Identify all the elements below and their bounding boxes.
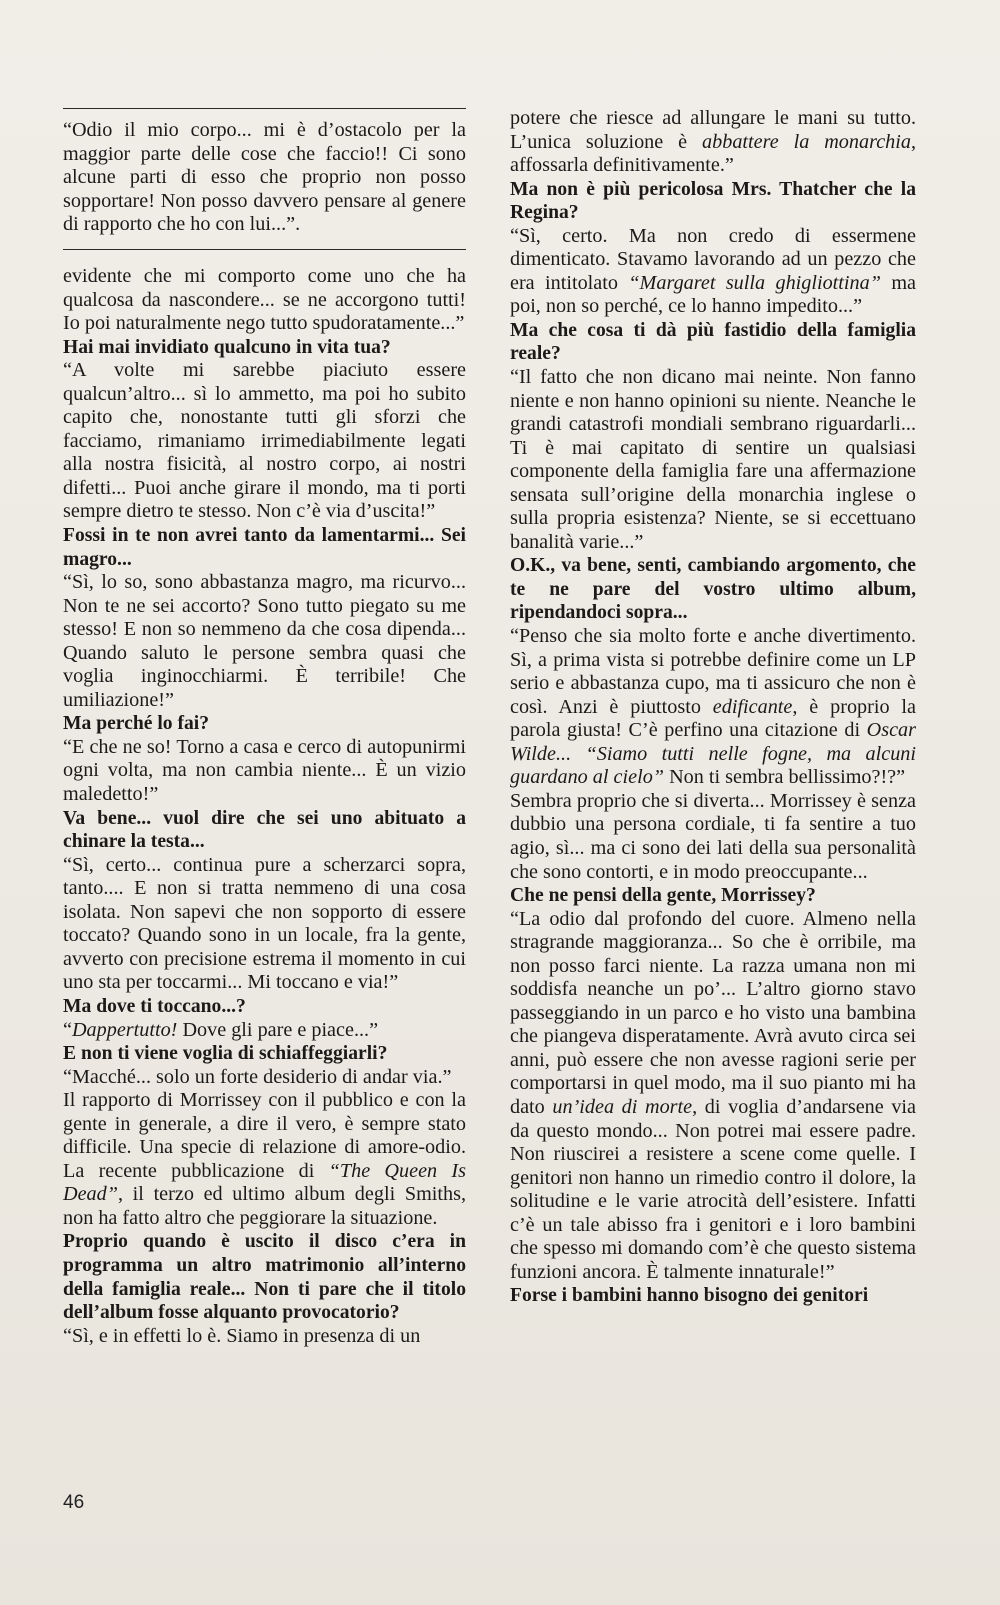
interview-question: Che ne pensi della gente, Morrissey? — [510, 885, 816, 907]
answer-paragraph: “A volte mi sarebbe piaciuto essere qualcun’altro... sì lo ammetto, ma poi ho subito capito che, nonostante tutti gli sforzi che facciamo, rimaniamo irrimediabilmente legati alla nostra fisicità, al nostro corpo, ai nostri difetti... Puoi anche girare il mondo, ma ti porti sempre dietro te stesso. Non c’è via d’uscita!” — [63, 359, 466, 523]
interview-question: Ma dove ti toccano...? — [63, 995, 246, 1017]
answer-text: “Penso che sia molto forte e anche divertimento. Sì, a prima vista si potrebbe definire come un LP serio e abbastanza cupo, ma ti assicuro che non è così. Anzi è piuttosto — [510, 625, 916, 718]
answer-paragraph: “Sì, e in effetti lo è. Siamo in presenza di un — [63, 1324, 421, 1347]
answer-paragraph: evidente che mi comporto come uno che ha qualcosa da nascondere... se ne accorgono tutti! Io poi naturalmente nego tutto spudoratamente...” — [63, 265, 466, 335]
interview-question: Proprio quando è uscito il disco c’era in programma un altro matrimonio all’interno della famiglia reale... Non ti pare che il titolo dell’album fosse alquanto provocatorio? — [63, 1231, 466, 1324]
answer-text: “La odio dal profondo del cuore. Almeno nella stragrande maggioranza... So che è orribile, ma non posso farci niente. La razza umana non mi soddisfa neanche un po’... L’altro giorno stavo passeggiando in un parco e ho visto una bambina che piangeva disperatamente. Avrà avuto circa sei anni, può essere che non avesse ragioni serie per comportarsi in quel modo, ma il suo pianto mi ha dato — [510, 907, 916, 1118]
answer-text: potere che riesce ad allungare le mani su tutto. L’unica soluzione è — [510, 107, 916, 153]
interview-question: Hai mai invidiato qualcuno in vita tua? — [63, 336, 391, 358]
narration-paragraph — [63, 1089, 466, 1230]
pull-quote-rule-top — [63, 108, 466, 109]
answer-paragraph — [510, 225, 916, 319]
answer-text: Dove gli pare e piace...” — [177, 1018, 379, 1041]
answer-text: ma poi, non so perché, ce lo hanno impedito...” — [510, 271, 916, 318]
answer-paragraph: “E che ne so! Torno a casa e cerco di autopunirmi ogni volta, ma non cambia niente... È un vizio maledetto!” — [63, 735, 466, 806]
answer-paragraph: “Il fatto che non dicano mai neinte. Non fanno niente e non hanno opinioni su niente. Neanche le grandi catastrofi mondiali sembrano riguardarli... Ti è mai capitato di sentire un qualsiasi componente della famiglia fare una affermazione sensata sull’origine della monarchia inglese o sulla propria esistenza? Niente, se si eccettuano banalità varie...” — [510, 366, 916, 553]
italic-emphasis: abbattere la monarchia — [702, 130, 911, 153]
interview-question: Va bene... vuol dire che sei uno abituato a chinare la testa... — [63, 807, 466, 853]
narration-text: Il rapporto di Morrissey con il pubblico e con la gente in generale, a dire il vero, è sempre stato difficile. Una specie di relazione di amore-odio. La recente pubblicazione di — [63, 1089, 466, 1182]
answer-paragraph: “Sì, certo... continua pure a scherzarci sopra, tanto.... E non si tratta nemmeno di una cosa isolata. Non sapevi che non sopporto di essere toccato? Quando sono in un locale, fra la gente, avverto con precisione estrema il momento in cui uno sta per toccarmi... Mi toccano e via!” — [63, 853, 466, 994]
answer-paragraph: “Macché... solo un forte desiderio di andar via.” — [63, 1065, 452, 1088]
interview-question: Ma che cosa ti dà più fastidio della famiglia reale? — [510, 319, 916, 365]
interview-question: E non ti viene voglia di schiaffeggiarli? — [63, 1043, 388, 1065]
right-column — [510, 107, 916, 1308]
quote-mark: “ — [63, 1018, 72, 1041]
interview-question: Forse i bambini hanno bisogno dei genitori — [510, 1285, 869, 1307]
interview-question: Ma perché lo fai? — [63, 713, 210, 735]
left-column — [63, 265, 466, 1348]
wilde-quote: Oscar Wilde... “Siamo tutti nelle fogne, ma alcuni guardano al cielo” — [510, 719, 916, 789]
answer-text: Non ti sembra bellissimo?!?” — [664, 766, 906, 789]
answer-paragraph — [510, 908, 916, 1285]
pull-quote — [63, 108, 466, 250]
interview-question: Ma non è più pericolosa Mrs. Thatcher che la Regina? — [510, 178, 916, 224]
italic-emphasis: Dappertutto! — [71, 1018, 178, 1041]
interview-question: Fossi in te non avrei tanto da lamentarmi... Sei magro... — [63, 525, 466, 570]
album-title: “The Queen Is Dead” — [63, 1159, 466, 1206]
pull-quote-text: “Odio il mio corpo... mi è d’ostacolo per la maggior parte delle cose che faccio!! Ci sono alcune parti di esso che proprio non posso sopportare! Non posso davvero pensare al genere di rapporto che ho con lui...”. — [63, 119, 466, 236]
answer-text: , affossarla definitivamente.” — [510, 130, 917, 177]
answer-text: “Sì, certo. Ma non credo di essermene dimenticato. Stavamo lavorando ad un pezzo che era intitolato — [510, 224, 916, 294]
answer-text: , di voglia d’andarsene via da questo mondo... Non potrei mai essere padre. Non riuscirei a resistere a scene come quelle. I genitori non hanno un rimedio contro il dolore, la solitudine e le varie atrocità dell’esistere. Infatti c’è un tale abisso fra i genitori e i loro bambini che spesso mi domando com’è che questo sistema funzioni ancora. È talmente innaturale!” — [510, 1095, 916, 1283]
page-number: 46 — [63, 1492, 85, 1513]
answer-paragraph: “Sì, lo so, sono abbastanza magro, ma ricurvo... Non te ne sei accorto? Sono tutto piegato su me stesso! E non so nemmeno da che cosa dipenda... Quando saluto le persone sembra quasi che voglia inginocchiarmi. È terribile! Che umiliazione!” — [63, 571, 466, 711]
narration-paragraph: Sembra proprio che si diverta... Morrissey è senza dubbio una persona cordiale, ti fa sentire a tuo agio, sì... ma ci sono dei lati della sua personalità che sono contorti, e in modo preoccupante... — [510, 789, 916, 883]
pull-quote-rule-bottom — [63, 249, 466, 250]
interview-question: O.K., va bene, senti, cambiando argomento, che te ne pare del vostro ultimo album, ripendandoci sopra... — [510, 555, 916, 624]
answer-paragraph — [63, 1019, 466, 1043]
answer-paragraph — [510, 625, 916, 790]
narration-text: , il terzo ed ultimo album degli Smiths, non ha fatto altro che peggiorare la situazione. — [63, 1183, 466, 1229]
answer-paragraph — [510, 107, 916, 178]
song-title: “Margaret sulla ghigliottina” — [628, 271, 881, 294]
italic-emphasis: edificante — [712, 695, 793, 718]
italic-emphasis: un’idea di morte — [552, 1095, 693, 1118]
answer-text: , è proprio la parola giusta! C’è perfino una citazione di — [510, 695, 916, 742]
